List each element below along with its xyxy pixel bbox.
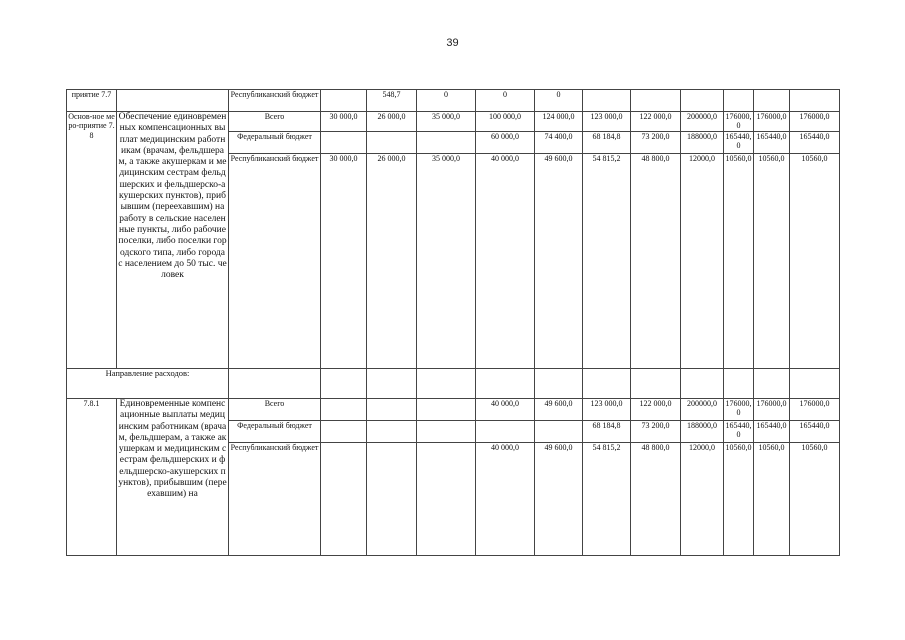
empty-cell: [367, 369, 417, 399]
row-source-cell: Федеральный бюджет: [229, 421, 321, 443]
empty-cell: [583, 369, 631, 399]
empty-cell: [417, 369, 476, 399]
value-cell: 54 815,2: [583, 154, 631, 369]
value-cell: 10560,0: [724, 443, 754, 556]
value-cell: [321, 399, 367, 421]
value-cell: 40 000,0: [476, 443, 535, 556]
value-cell: 49 600,0: [535, 443, 583, 556]
value-cell: 124 000,0: [535, 112, 583, 132]
empty-cell: [535, 369, 583, 399]
row-source-cell: Республиканский бюджет: [229, 443, 321, 556]
value-cell: [321, 132, 367, 154]
empty-cell: [754, 369, 790, 399]
table-row-block_7_8_1-0: [67, 399, 840, 421]
value-cell: 73 200,0: [631, 421, 681, 443]
empty-cell: [724, 369, 754, 399]
table-row-block_7_8-0: [67, 112, 840, 132]
value-cell: [724, 90, 754, 112]
empty-cell: [476, 369, 535, 399]
value-cell: 35 000,0: [417, 112, 476, 132]
value-cell: 60 000,0: [476, 132, 535, 154]
value-cell: 10560,0: [754, 154, 790, 369]
value-cell: 165440,0: [724, 421, 754, 443]
value-cell: 100 000,0: [476, 112, 535, 132]
value-cell: 176000,0: [725, 112, 752, 130]
value-cell: 165440,0: [790, 132, 840, 154]
value-cell: [417, 399, 476, 421]
row-source-cell: Федеральный бюджет: [229, 132, 321, 154]
value-cell: 35 000,0: [417, 154, 476, 369]
value-cell: 123 000,0: [583, 112, 631, 132]
row-source-cell: Всего: [229, 112, 321, 132]
value-cell: 123 000,0: [583, 399, 631, 421]
value-cell: 0: [417, 90, 476, 112]
value-cell: 176000,0: [790, 112, 840, 132]
value-cell: 10560,0: [724, 154, 754, 369]
value-cell: 188000,0: [681, 132, 724, 154]
direction-label-cell: Направление расходов:: [67, 369, 229, 399]
value-cell: 30 000,0: [321, 112, 367, 132]
value-cell: 200000,0: [681, 112, 724, 132]
budget-table: [66, 89, 840, 556]
value-cell: 165440,0: [754, 132, 790, 154]
value-cell: [476, 421, 535, 443]
value-cell: 176000,0: [754, 399, 790, 421]
value-cell: [367, 421, 417, 443]
value-cell: [631, 90, 681, 112]
value-cell: 26 000,0: [367, 112, 417, 132]
value-cell: 68 184,8: [583, 421, 631, 443]
empty-cell: [321, 369, 367, 399]
value-cell: 12000,0: [681, 443, 724, 556]
value-cell: 54 815,2: [583, 443, 631, 556]
value-cell: 68 184,8: [583, 132, 631, 154]
empty-cell: [229, 369, 321, 399]
value-cell: [583, 90, 631, 112]
value-cell: 40 000,0: [476, 154, 535, 369]
value-cell: 49 600,0: [535, 399, 583, 421]
value-cell: 49 600,0: [535, 154, 583, 369]
empty-cell: [790, 369, 840, 399]
value-cell: [321, 90, 367, 112]
table-row-7-7: [67, 90, 840, 112]
value-cell: [417, 132, 476, 154]
value-cell: 10560,0: [790, 443, 840, 556]
value-cell: 26 000,0: [367, 154, 417, 369]
row-description-cell: [117, 90, 229, 112]
value-cell: 176000,0: [790, 399, 840, 421]
row-code-cell: Основ-ное меро-приятие 7.8: [67, 112, 117, 369]
value-cell: 12000,0: [681, 154, 724, 369]
row-source-cell: Республиканский бюджет: [229, 154, 321, 369]
value-cell: 0: [535, 90, 583, 112]
value-cell: 48 800,0: [631, 443, 681, 556]
value-cell: 122 000,0: [631, 399, 681, 421]
value-cell: [754, 90, 790, 112]
value-cell: [367, 443, 417, 556]
value-cell: 30 000,0: [321, 154, 367, 369]
value-cell: 122 000,0: [631, 112, 681, 132]
value-cell: 200000,0: [681, 399, 724, 421]
page-number: 39: [446, 37, 459, 49]
value-cell: [790, 90, 840, 112]
value-cell: 74 400,0: [535, 132, 583, 154]
row-description-cell: Единовременные компенсационные выплаты медицинским работникам (врачам, фельдшерам, а также акушеркам и медицинским сестрам фельдшерских и фельдшерско-акушерских пунктов), прибывшим (переехавшим) на: [117, 399, 229, 556]
value-cell: 40 000,0: [476, 399, 535, 421]
value-cell: [367, 132, 417, 154]
value-cell: 176000,0: [724, 399, 754, 421]
value-cell: 10560,0: [790, 154, 840, 369]
value-cell: [367, 399, 417, 421]
value-cell: 548,7: [367, 90, 417, 112]
value-cell: 165440,0: [790, 421, 840, 443]
table-row-direction: [67, 369, 840, 399]
value-cell: 0: [476, 90, 535, 112]
value-cell: [417, 443, 476, 556]
value-cell: [417, 421, 476, 443]
value-cell: 188000,0: [681, 421, 724, 443]
value-cell: 176000,0: [754, 112, 790, 132]
row-description-cell: Обеспечение единовременных компенсационных выплат медицинским работникам (врачам, фельдшерам, а также акушеркам и медицинским сестрам фельдшерских и фельдшерско-акушерских пунктов), прибывшим (переехавшим) на работу в сельские населенные пункты, либо рабочие поселки, либо поселки городского типа, либо города с населением до 50 тыс. человек: [117, 112, 229, 369]
row-code-cell: приятие 7.7: [67, 90, 117, 112]
value-cell: 48 800,0: [631, 154, 681, 369]
empty-cell: [681, 369, 724, 399]
value-cell: 73 200,0: [631, 132, 681, 154]
value-cell: [535, 421, 583, 443]
row-code-cell: 7.8.1: [67, 399, 117, 556]
value-cell: [321, 421, 367, 443]
value-cell: 165440,0: [724, 132, 754, 154]
value-cell: 165440,0: [754, 421, 790, 443]
value-cell: [681, 90, 724, 112]
row-source-cell: Республиканский бюджет: [229, 90, 321, 112]
row-source-cell: Всего: [229, 399, 321, 421]
value-cell: 10560,0: [754, 443, 790, 556]
value-cell: [321, 443, 367, 556]
empty-cell: [631, 369, 681, 399]
